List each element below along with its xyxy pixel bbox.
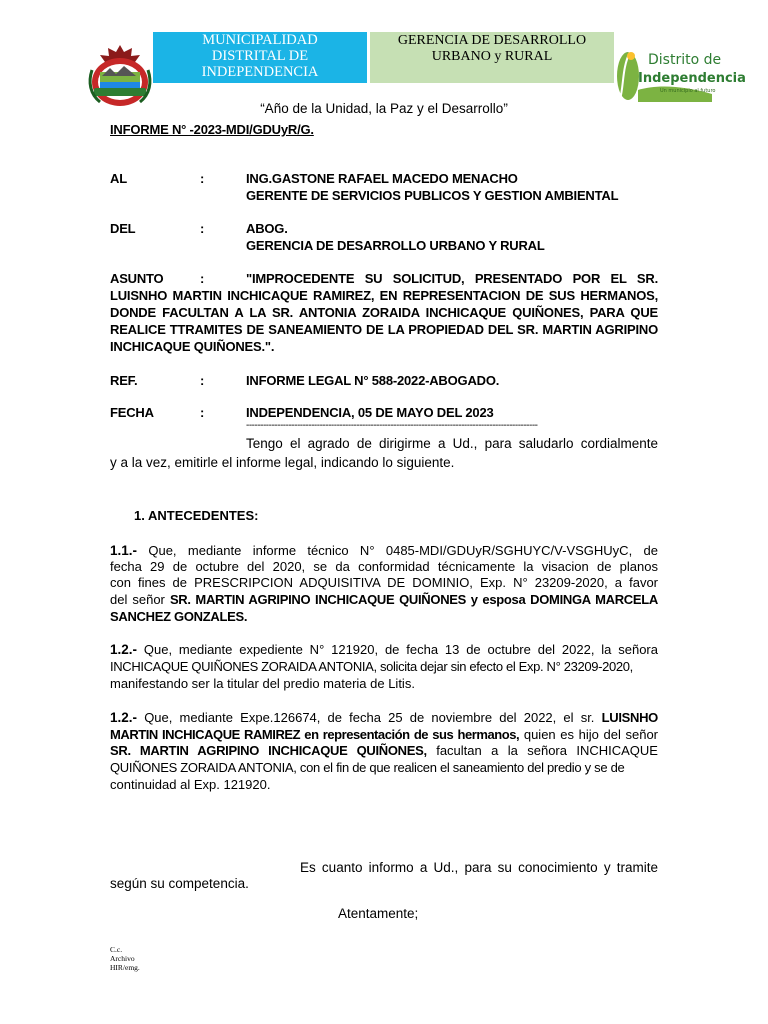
paragraph-1-1-text-1: Que, mediante informe técnico N° 0485-MDI/GDUyR/SGHUYC/V-VSGHUyC, de [148, 543, 658, 558]
paragraph-1-1-line-3: con fines de PRESCRIPCION ADQUISITIVA DE DOMINIO, Exp. N° 23209-2020, a favor [110, 575, 658, 590]
greeting-line-2: y a la vez, emitirle el informe legal, indicando lo siguiente. [110, 455, 455, 470]
district-logo [614, 44, 746, 106]
logo-subtitle: Independencia [638, 71, 746, 86]
paragraph-1-2-text-1: Que, mediante expediente N° 121920, de fecha 13 de octubre del 2022, la señora [143, 642, 658, 657]
paragraph-1-2-label: 1.2.- [110, 642, 138, 657]
logo-title: Distrito de [648, 52, 722, 68]
paragraph-1-2-line-3: manifestando ser la titular del predio materia de Litis. [110, 676, 415, 691]
paragraph-1-3-line-1 [110, 710, 658, 726]
date-value: INDEPENDENCIA, 05 DE MAYO DEL 2023 [246, 405, 494, 420]
closing-regards: Atentamente; [338, 906, 419, 921]
section-antecedentes-title: 1. ANTECEDENTES: [134, 508, 259, 523]
cc-line-3: HIR/emg. [110, 963, 140, 972]
subject-line-2: LUISNHO MARTIN INCHICAQUE RAMIREZ, EN REPRESENTACION DE SUS HERMANOS, [110, 288, 658, 303]
to-title: GERENTE DE SERVICIOS PUBLICOS Y GESTION AMBIENTAL [246, 188, 619, 203]
to-separator: : [200, 171, 205, 186]
subject-line-1: "IMPROCEDENTE SU SOLICITUD, PRESENTADO POR EL SR. [246, 271, 658, 286]
office-line-2: URBANO y RURAL [431, 49, 553, 64]
office-line-1: GERENCIA DE DESARROLLO [397, 33, 587, 48]
cc-line-1: C.c. [110, 945, 123, 954]
date-separator: : [200, 405, 205, 420]
paragraph-1-1-text-4a: del señor [110, 592, 165, 607]
paragraph-1-1-line-5: SANCHEZ GONZALES. [110, 609, 248, 624]
paragraph-1-3-text-1a: Que, mediante Expe.126674, de fecha 25 de noviembre del 2022, el sr. [144, 710, 595, 725]
paragraph-1-3-line-5: continuidad al Exp. 121920. [110, 777, 271, 792]
ref-separator: : [200, 373, 205, 388]
subject-separator: : [200, 271, 205, 286]
subject-label: ASUNTO [110, 271, 164, 286]
from-name: ABOG. [246, 221, 288, 236]
paragraph-1-1-label: 1.1.- [110, 543, 138, 558]
paragraph-1-3-text-2a: MARTIN INCHICAQUE RAMIREZ en representación de sus hermanos, [110, 727, 520, 742]
to-label: AL [110, 171, 127, 186]
subject-line-5: INCHICAQUE QUIÑONES.". [110, 339, 275, 354]
paragraph-1-3-line-2 [110, 727, 658, 743]
municipal-shield-logo [86, 42, 154, 110]
office-banner [370, 32, 614, 83]
paragraph-1-1-line-1 [110, 543, 658, 559]
logo-tagline: Un municipio al futuro [660, 88, 716, 94]
closing-line-2: según su competencia. [110, 876, 249, 891]
municipality-line-3: INDEPENDENCIA [201, 64, 319, 80]
paragraph-1-2-line-1 [110, 642, 658, 658]
report-number: INFORME N° -2023-MDI/GDUyR/G. [110, 122, 314, 137]
paragraph-1-3-text-3b: facultan a la señora INCHICAQUE [436, 743, 658, 758]
municipality-line-2: DISTRITAL DE [211, 48, 309, 64]
closing-line-1: Es cuanto informo a Ud., para su conocimiento y tramite [300, 860, 658, 875]
paragraph-1-1-text-4b: SR. MARTIN AGRIPINO INCHICAQUE QUIÑONES y esposa DOMINGA MARCELA [169, 592, 658, 607]
paragraph-1-3-line-4: QUIÑONES ZORAIDA ANTONIA, con el fin de que realicen el saneamiento del predio y se de [110, 760, 625, 775]
paragraph-1-3-line-3 [110, 743, 658, 759]
from-title: GERENCIA DE DESARROLLO URBANO Y RURAL [246, 238, 545, 253]
from-label: DEL [110, 221, 136, 236]
paragraph-1-3-text-3a: SR. MARTIN AGRIPINO INCHICAQUE QUIÑONES, [110, 743, 427, 758]
divider-line: ------------------------------------------------------------------------------------------------------- [246, 420, 538, 431]
subject-line-4: REALICE TTRAMITES DE SANEAMIENTO DE LA PROPIEDAD DEL SR. MARTIN AGRIPINO [110, 322, 658, 337]
paragraph-1-3-text-1b: LUISNHO [601, 710, 658, 725]
to-name: ING.GASTONE RAFAEL MACEDO MENACHO [246, 171, 518, 186]
municipality-banner [153, 32, 367, 83]
paragraph-1-3-label: 1.2.- [110, 710, 138, 725]
paragraph-1-2-line-2: INCHICAQUE QUIÑONES ZORAIDA ANTONIA, solicita dejar sin efecto el Exp. N° 23209-2020, [110, 659, 633, 674]
subject-line-3: DONDE FACULTAN A LA SR. ANTONIA ZORAIDA INCHICAQUE QUIÑONES, PARA QUE [110, 305, 658, 320]
from-separator: : [200, 221, 205, 236]
cc-line-2: Archivo [110, 954, 135, 963]
municipality-line-1: MUNICIPALIDAD [202, 32, 318, 48]
paragraph-1-1-line-2: fecha 29 de octubre del 2020, se da conformidad técnicamente la visacion de planos [110, 559, 658, 574]
paragraph-1-3-text-2b: quien es hijo del señor [523, 727, 659, 742]
ref-label: REF. [110, 373, 138, 388]
date-label: FECHA [110, 405, 154, 420]
year-motto: “Año de la Unidad, la Paz y el Desarrollo” [260, 101, 508, 116]
cc-block [110, 945, 140, 972]
greeting-line-1: Tengo el agrado de dirigirme a Ud., para saludarlo cordialmente [246, 436, 658, 451]
ref-value: INFORME LEGAL N° 588-2022-ABOGADO. [246, 373, 500, 388]
paragraph-1-1-line-4 [110, 592, 658, 608]
